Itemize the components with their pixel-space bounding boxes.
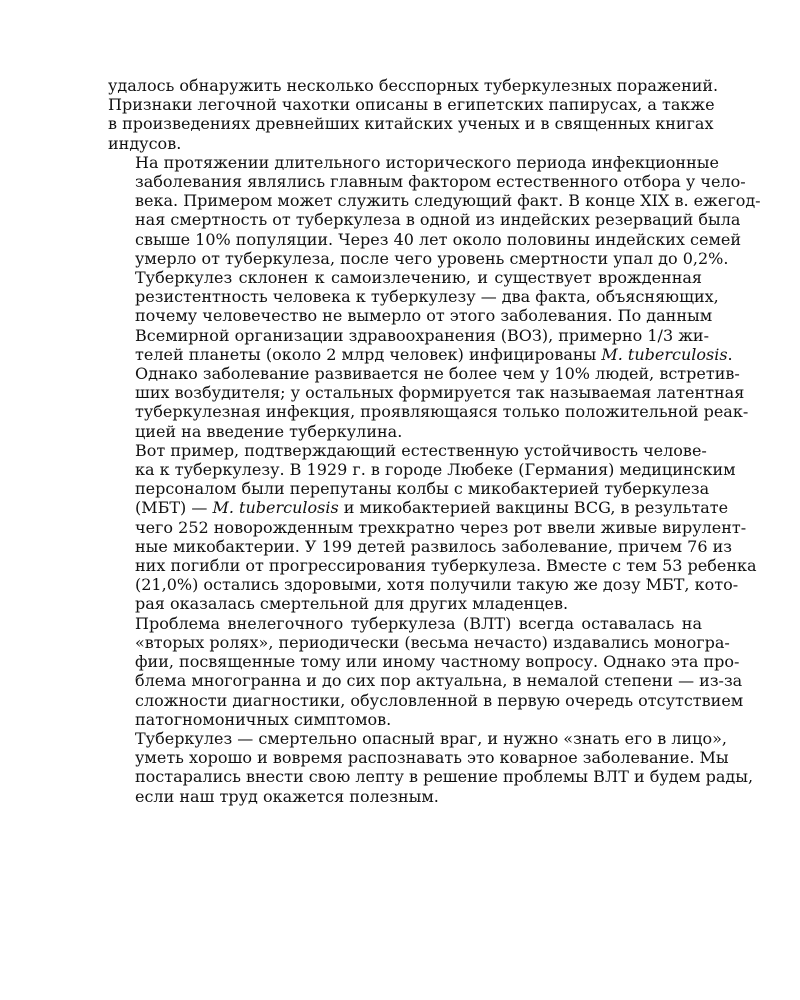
text-line: них погибли от прогрессирования туберкулеза. Вместе с тем 53 ребенка (135, 556, 757, 576)
text-line: (21,0%) остались здоровыми, хотя получили такую же дозу МБТ, кото- (135, 575, 739, 595)
text-line: почему человечество не вымерло от этого заболевания. По данным (135, 306, 713, 326)
text-line: Всемирной организации здравоохранения (ВОЗ), примерно 1/3 жи- (135, 325, 709, 345)
paragraph (108, 613, 744, 729)
text-line: Однако заболевание развивается не более чем у 10% людей, встретив- (135, 364, 740, 384)
text-line: чего 252 новорожденным трехкратно через рот ввели живые вирулент- (135, 517, 747, 537)
text-line: цией на введение туберкулина. (135, 421, 403, 441)
text-line: (МБТ) — M. tuberculosis и микобактерией вакцины BCG, в результате (135, 498, 729, 518)
text-line: ших возбудителя; у остальных формируется так называемая латентная (135, 383, 745, 403)
text-line: постарались внести свою лепту в решение проблемы ВЛТ и будем рады, (135, 767, 754, 787)
text-line: века. Примером может служить следующий факт. В конце XIX в. ежегод- (135, 191, 761, 211)
text-line: ка к туберкулезу. В 1929 г. в городе Любеке (Германия) медицинским (135, 460, 736, 480)
document-page (108, 76, 761, 806)
text-line: сложности диагностики, обусловленной в первую очередь отсутствием (135, 690, 744, 710)
paragraph (108, 440, 757, 614)
text-line: резистентность человека к туберкулезу — два факта, объясняющих, (135, 287, 719, 307)
text-line: индусов. (108, 133, 182, 153)
text-line: «вторых ролях», периодически (весьма нечасто) издавались моногра- (135, 632, 730, 652)
species-name: M. tuberculosis (212, 498, 339, 518)
text-line: персоналом были перепутаны колбы с микобактерией туберкулеза (135, 479, 710, 499)
paragraph (108, 76, 719, 153)
text-line: патогномоничных симптомов. (135, 709, 392, 729)
text-line: фии, посвященные тому или иному частному вопросу. Однако эта про- (135, 652, 740, 672)
text-line: телей планеты (около 2 млрд человек) инфицированы M. tuberculosis. (135, 344, 733, 364)
text-line: рая оказалась смертельной для других младенцев. (135, 594, 569, 614)
text-line: свыше 10% популяции. Через 40 лет около половины индейских семей (135, 229, 742, 249)
text-line: Проблема внелегочного туберкулеза (ВЛТ) всегда оставалась на (135, 613, 702, 633)
text-line: На протяжении длительного исторического периода инфекционные (135, 152, 719, 172)
paragraph (108, 268, 749, 441)
text-line: Вот пример, подтверждающий естественную устойчивость челове- (135, 440, 707, 460)
text-line: туберкулезная инфекция, проявляющаяся только положительной реак- (135, 402, 749, 422)
text-line: блема многогранна и до сих пор актуальна, в немалой степени — из-за (135, 671, 743, 691)
species-name: M. tuberculosis (601, 344, 728, 364)
text-line: удалось обнаружить несколько бесспорных туберкулезных поражений. (108, 76, 719, 95)
text-line: ная смертность от туберкулеза в одной из индейских резерваций была (135, 210, 741, 230)
text-line: Туберкулез — смертельно опасный враг, и нужно «знать его в лицо», (135, 728, 727, 748)
text-line: уметь хорошо и вовремя распознавать это коварное заболевание. Мы (135, 748, 729, 768)
text-line: в произведениях древнейших китайских ученых и в священных книгах (108, 114, 714, 134)
paragraph (108, 152, 761, 268)
text-line: Туберкулез склонен к самоизлечению, и существует врожденная (135, 268, 702, 288)
text-line: умерло от туберкулеза, после чего уровень смертности упал до 0,2%. (135, 248, 729, 268)
text-line: если наш труд окажется полезным. (135, 786, 439, 806)
text-line: заболевания являлись главным фактором естественного отбора у чело- (135, 172, 746, 192)
paragraph (108, 728, 754, 806)
text-line: ные микобактерии. У 199 детей развилось заболевание, причем 76 из (135, 536, 732, 556)
text-line: Признаки легочной чахотки описаны в египетских папирусах, а также (108, 95, 715, 115)
